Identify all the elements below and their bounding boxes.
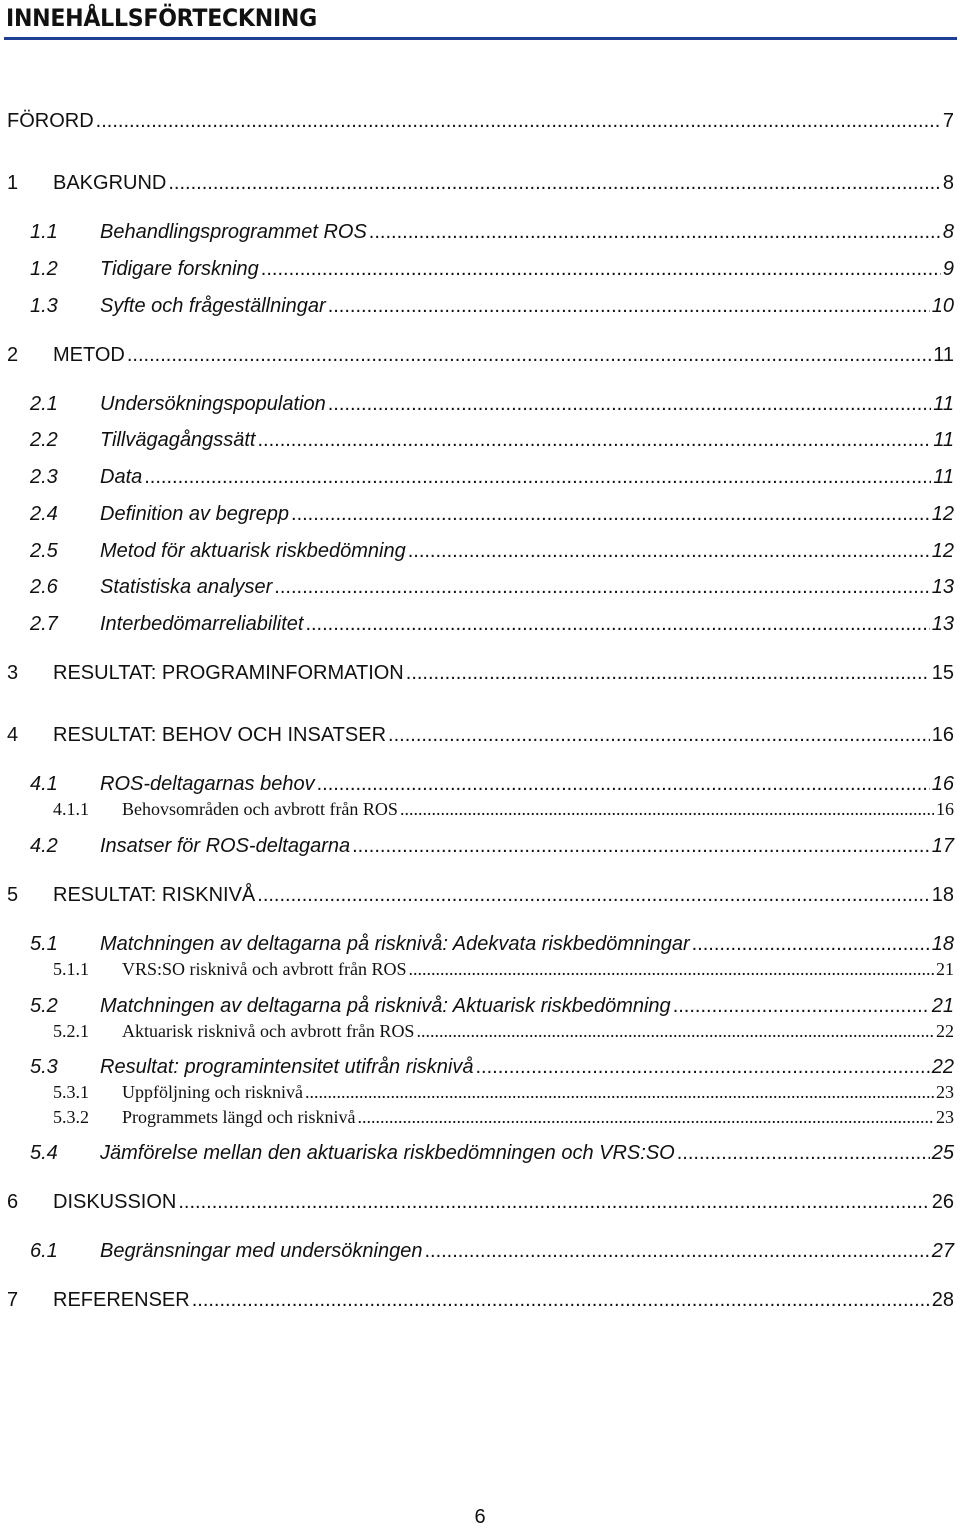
toc-entry-title: Begränsningar med undersökningen (100, 1240, 423, 1262)
toc-dot-leader (328, 293, 930, 319)
toc-entry-page: 9 (942, 258, 954, 280)
toc-entry[interactable] (0, 391, 954, 417)
page-number: 6 (474, 1506, 486, 1528)
toc-entry-title: Metod för aktuarisk riskbedömning (100, 540, 406, 562)
toc-entry-number: 1 (7, 172, 19, 194)
toc-dot-leader (416, 1018, 934, 1044)
toc-entry-page: 13 (931, 613, 954, 635)
toc-entry[interactable] (0, 1287, 954, 1313)
toc-entry-page: 22 (931, 1056, 954, 1078)
toc-entry-title: Resultat: programintensitet utifrån risknivå (100, 1056, 474, 1078)
toc-entry-title: VRS:SO risknivå och avbrott från ROS (122, 959, 407, 979)
toc-dot-leader (476, 1054, 930, 1080)
toc-entry-title: Matchningen av deltagarna på risknivå: Adekvata riskbedömningar (100, 933, 690, 955)
toc-entry[interactable] (0, 342, 954, 368)
toc-entry[interactable] (0, 501, 954, 527)
toc-entry-page: 16 (936, 799, 954, 819)
toc-dot-leader (144, 464, 931, 490)
toc-entry-number: 5.2.1 (53, 1021, 89, 1041)
toc-entry-page: 25 (931, 1142, 954, 1164)
toc-dot-leader (673, 993, 930, 1019)
toc-dot-leader (305, 611, 929, 637)
toc-dot-leader (178, 1189, 929, 1215)
toc-entry-title: Tidigare forskning (100, 258, 259, 280)
toc-entry-number: 1.2 (30, 258, 58, 280)
toc-entry[interactable] (0, 293, 954, 319)
toc-entry-number: 4.1.1 (53, 799, 89, 819)
toc-entry-number: 1.3 (30, 295, 58, 317)
toc-entry-number: 5.3 (30, 1056, 58, 1078)
toc-dot-leader (692, 931, 930, 957)
toc-entry[interactable] (0, 1054, 954, 1080)
toc-entry-page: 26 (931, 1191, 954, 1213)
toc-dot-leader (274, 574, 929, 600)
toc-entry-title: Programmets längd och risknivå (122, 1107, 356, 1127)
toc-dot-leader (317, 771, 930, 797)
toc-entry-number: 1.1 (30, 221, 58, 243)
toc-entry[interactable] (0, 1189, 954, 1215)
toc-dot-leader (352, 833, 930, 859)
toc-entry-page: 16 (931, 724, 954, 746)
toc-dot-leader (388, 722, 930, 748)
toc-entry-page: 13 (931, 576, 954, 598)
toc-entry-title: BAKGRUND (53, 172, 167, 194)
toc-entry[interactable] (0, 993, 954, 1019)
toc-entry[interactable] (0, 108, 954, 134)
toc-entry-number: 2.3 (30, 466, 58, 488)
toc-entry[interactable] (0, 538, 954, 564)
toc-entry-title: Undersökningspopulation (100, 393, 326, 415)
toc-dot-leader (369, 219, 941, 245)
toc-entry[interactable] (0, 931, 954, 957)
toc-entry[interactable] (0, 170, 954, 196)
toc-dot-leader (291, 501, 930, 527)
toc-entry-number: 4.1 (30, 773, 58, 795)
toc-entry-title: Matchningen av deltagarna på risknivå: Aktuarisk riskbedömning (100, 995, 671, 1017)
toc-entry[interactable] (0, 722, 954, 748)
toc-entry-number: 2.2 (30, 429, 58, 451)
toc-entry[interactable] (0, 256, 954, 282)
toc-entry-title: RESULTAT: BEHOV OCH INSATSER (53, 724, 387, 746)
toc-entry-number: 5.1 (30, 933, 58, 955)
toc-entry-page: 23 (936, 1107, 954, 1127)
toc-entry-title: RESULTAT: PROGRAMINFORMATION (53, 662, 404, 684)
heading-rule (4, 37, 957, 40)
toc-entry-title: Aktuarisk risknivå och avbrott från ROS (122, 1021, 415, 1041)
toc-entry-page: 21 (936, 959, 954, 979)
toc-entry-number: 6.1 (30, 1240, 58, 1262)
toc-entry-title: Uppföljning och risknivå (122, 1082, 303, 1102)
toc-entry-page: 27 (931, 1240, 954, 1262)
toc-entry[interactable] (0, 833, 954, 859)
toc-entry-number: 5.4 (30, 1142, 58, 1164)
toc-entry-title: Insatser för ROS-deltagarna (100, 835, 351, 857)
toc-dot-leader (424, 1238, 929, 1264)
toc-entry-title: Behandlingsprogrammet ROS (100, 221, 367, 243)
toc-entry[interactable] (0, 1140, 954, 1166)
toc-entry-page: 7 (942, 110, 954, 132)
toc-entry-number: 3 (7, 662, 19, 684)
toc-entry-number: 7 (7, 1289, 19, 1311)
toc-entry-title: Data (100, 466, 143, 488)
toc-entry-title: Definition av begrepp (100, 503, 290, 525)
toc-entry[interactable] (0, 427, 954, 453)
toc-dot-leader (305, 1079, 934, 1105)
toc-entry-page: 23 (936, 1082, 954, 1102)
toc-entry-number: 2.4 (30, 503, 58, 525)
toc-entry-page: 18 (931, 933, 954, 955)
toc-entry-number: 2.5 (30, 540, 58, 562)
toc-entry-page: 18 (931, 884, 954, 906)
toc-dot-leader (677, 1140, 930, 1166)
toc-dot-leader (328, 391, 932, 417)
toc-dot-leader (400, 796, 934, 822)
toc-entry[interactable] (0, 882, 954, 908)
toc-entry[interactable] (0, 1104, 954, 1130)
toc-entry-page: 16 (931, 773, 954, 795)
toc-dot-leader (96, 108, 941, 134)
toc-entry-title: Jämförelse mellan den aktuariska riskbedömningen och VRS:SO (100, 1142, 675, 1164)
toc-entry-number: 2 (7, 344, 19, 366)
toc-entry[interactable] (0, 1238, 954, 1264)
toc-entry-page: 8 (942, 172, 954, 194)
toc-heading: INNEHÅLLSFÖRTECKNING (6, 4, 317, 32)
toc-entry[interactable] (0, 219, 954, 245)
toc-entry-number: 5.3.1 (53, 1082, 89, 1102)
toc-dot-leader (168, 170, 941, 196)
toc-entry[interactable] (0, 771, 954, 797)
toc-entry-number: 2.1 (30, 393, 58, 415)
toc-entry-title: Interbedömarreliabilitet (100, 613, 304, 635)
toc-entry[interactable] (0, 660, 954, 686)
toc-entry-number: 5 (7, 884, 19, 906)
toc-entry-page: 11 (933, 393, 954, 415)
toc-entry-title: Statistiska analyser (100, 576, 273, 598)
toc-entry[interactable] (0, 1079, 954, 1105)
toc-dot-leader (408, 956, 934, 982)
toc-entry-number: 6 (7, 1191, 19, 1213)
toc-entry-page: 22 (936, 1021, 954, 1041)
toc-entry-number: 5.2 (30, 995, 58, 1017)
toc-entry[interactable] (0, 611, 954, 637)
toc-entry-title: DISKUSSION (53, 1191, 177, 1213)
toc-entry[interactable] (0, 1018, 954, 1044)
toc-dot-leader (192, 1287, 930, 1313)
toc-entry-page: 21 (931, 995, 954, 1017)
toc-entry-title: METOD (53, 344, 125, 366)
toc-entry-page: 11 (933, 429, 954, 451)
toc-dot-leader (127, 342, 931, 368)
toc-entry-page: 11 (933, 466, 954, 488)
toc-dot-leader (357, 1104, 934, 1130)
toc-entry-page: 17 (931, 835, 954, 857)
toc-entry-page: 15 (931, 662, 954, 684)
toc-entry-number: 5.1.1 (53, 959, 89, 979)
toc-entry-number: 4.2 (30, 835, 58, 857)
toc-entry-title: Behovsområden och avbrott från ROS (122, 799, 398, 819)
toc-entry-number: 2.6 (30, 576, 58, 598)
toc-entry-page: 8 (942, 221, 954, 243)
toc-entry-title: Syfte och frågeställningar (100, 295, 326, 317)
toc-entry-page: 10 (931, 295, 954, 317)
toc-entry-page: 12 (931, 503, 954, 525)
toc-entry-page: 12 (931, 540, 954, 562)
toc-entry[interactable] (0, 956, 954, 982)
toc-entry[interactable] (0, 574, 954, 600)
toc-entry-title: REFERENSER (53, 1289, 190, 1311)
toc-entry[interactable] (0, 464, 954, 490)
toc-entry-title: Tillvägagångssätt (100, 429, 256, 451)
toc-entry-number: 2.7 (30, 613, 58, 635)
toc-dot-leader (257, 882, 929, 908)
toc-entry-page: 28 (931, 1289, 954, 1311)
toc-dot-leader (406, 660, 930, 686)
toc-entry-title: ROS-deltagarnas behov (100, 773, 315, 795)
toc-dot-leader (408, 538, 930, 564)
toc-entry-page: 11 (933, 344, 954, 366)
toc-entry-title: RESULTAT: RISKNIVÅ (53, 884, 256, 906)
toc-entry-number: 4 (7, 724, 19, 746)
toc-dot-leader (257, 427, 931, 453)
toc-entry-number: 5.3.2 (53, 1107, 89, 1127)
toc-dot-leader (261, 256, 941, 282)
toc-entry-title: FÖRORD (7, 110, 94, 132)
toc-entry[interactable] (0, 796, 954, 822)
